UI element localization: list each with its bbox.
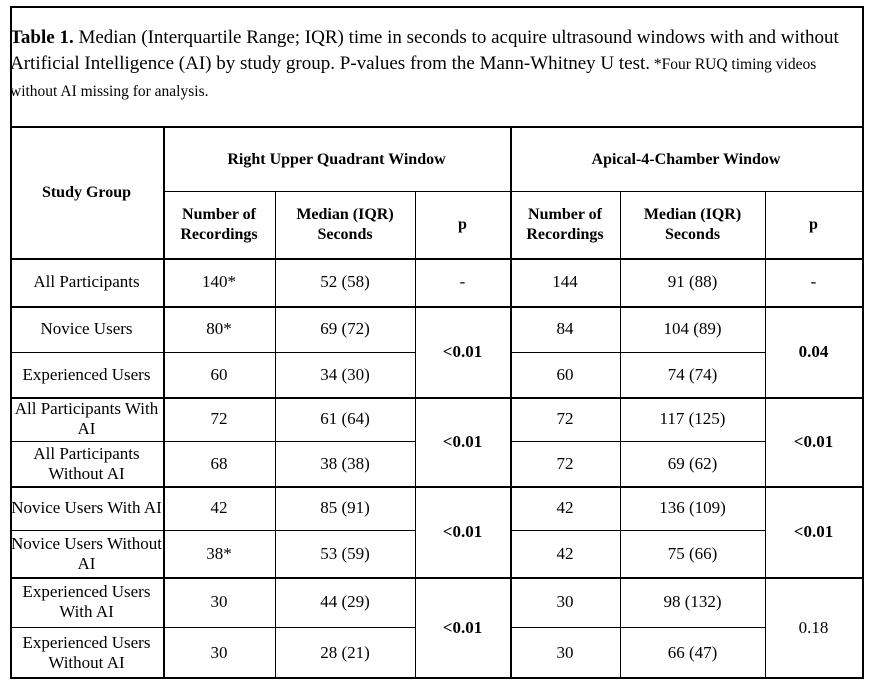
header-a4c-p-text: p [809,215,818,233]
a4c-n-cell [510,486,620,530]
ruq-p-value-text: <0.01 [442,617,483,637]
row-group-label [10,306,163,352]
ruq-median-cell-text: 38 (38) [320,453,370,473]
ruq-n-cell [163,441,275,486]
caption-label: Table 1. [10,27,74,48]
a4c-p-value [765,258,862,306]
header-study-group [10,128,163,258]
a4c-median-cell [620,441,765,486]
ruq-p-value [415,486,510,577]
header-ruq-window-text: Right Upper Quadrant Window [227,150,446,168]
row-group-label [10,441,163,486]
ruq-n-cell-text: 140* [202,272,236,291]
a4c-median-cell-text: 136 (109) [659,498,726,517]
ruq-n-cell [163,486,275,530]
a4c-n-cell [510,577,620,627]
a4c-p-value-text: - [810,272,817,291]
row-group-label [10,397,163,441]
a4c-n-cell [510,352,620,397]
header-ruq-median-iqr-text: Median (IQR) Seconds [296,205,394,243]
ruq-median-cell-text: 52 (58) [320,272,370,291]
a4c-median-cell-text: 66 (47) [667,642,718,662]
a4c-n-cell [510,306,620,352]
ruq-n-cell-text: 60 [210,364,228,384]
header-ruq-p-text: p [458,215,467,233]
header-ruq-window [163,128,510,191]
ruq-n-cell-text: 30 [210,642,228,662]
ruq-median-cell-text: 44 (29) [320,592,370,611]
ruq-median-cell [275,258,415,306]
ruq-median-cell [275,486,415,530]
a4c-median-cell-text: 98 (132) [663,592,722,611]
header-a4c-median-iqr [620,191,765,258]
a4c-median-cell-text: 91 (88) [667,272,718,291]
ruq-n-cell-text: 72 [210,409,228,428]
row-group-label [10,258,163,306]
row-group-label [10,627,163,678]
a4c-median-cell [620,530,765,577]
header-ruq-num-recordings [163,191,275,258]
row-group-label-text: All Participants Without AI [33,443,140,483]
row-group-label-text: Novice Users Without AI [10,533,163,573]
ruq-p-value [415,577,510,678]
ruq-median-cell-text: 69 (72) [320,319,370,338]
a4c-n-cell [510,441,620,486]
ruq-median-cell-text: 61 (64) [320,409,370,428]
ruq-n-cell-text: 30 [210,592,228,611]
caption-note: *Four RUQ timing videos without AI missing for analysis. [10,56,817,100]
ruq-median-cell [275,352,415,397]
ruq-median-cell [275,441,415,486]
header-a4c-median-iqr-text: Median (IQR) Seconds [643,205,742,243]
ruq-n-cell [163,577,275,627]
a4c-median-cell [620,306,765,352]
ruq-n-cell-text: 42 [210,498,228,517]
row-group-label [10,352,163,397]
ruq-n-cell-text: 38* [206,543,232,563]
table-caption [10,25,840,105]
ruq-n-cell [163,258,275,306]
row-group-label-text: All Participants [33,272,140,291]
ruq-p-value-text: <0.01 [442,431,483,451]
ruq-p-value-text: <0.01 [442,341,483,361]
ruq-median-cell [275,530,415,577]
a4c-median-cell-text: 75 (66) [667,543,718,563]
ruq-p-value [415,258,510,306]
a4c-p-value [765,486,862,577]
a4c-median-cell [620,352,765,397]
ruq-p-value [415,306,510,397]
caption-text: Median (Interquartile Range; IQR) time in seconds to acquire ultrasound windows with and without Artificial Intelligence (AI) by study group. P-values from the Mann-Whitney U test. [10,27,839,74]
a4c-n-cell-text: 42 [556,498,574,517]
a4c-n-cell [510,258,620,306]
ruq-n-cell [163,397,275,441]
ruq-median-cell [275,306,415,352]
ruq-p-value [415,397,510,486]
header-a4c-window-text: Apical-4-Chamber Window [591,150,781,168]
a4c-median-cell [620,486,765,530]
a4c-median-cell [620,397,765,441]
a4c-p-value-text: <0.01 [793,521,834,541]
header-a4c-p [765,191,862,258]
row-group-label-text: Experienced Users Without AI [22,632,151,672]
ruq-p-value-text: <0.01 [442,521,483,541]
a4c-p-value-text: <0.01 [793,431,834,451]
header-study-group-text: Study Group [41,184,132,201]
header-ruq-num-recordings-text: Number of Recordings [180,205,258,243]
ruq-median-cell [275,627,415,678]
row-group-label-text: All Participants With AI [14,399,159,438]
a4c-p-value-text: 0.18 [798,617,829,637]
ruq-n-cell-text: 80* [206,319,232,338]
row-group-label-text: Experienced Users [22,364,151,384]
header-ruq-median-iqr [275,191,415,258]
a4c-median-cell [620,258,765,306]
ruq-median-cell-text: 53 (59) [320,543,370,563]
a4c-p-value-text: 0.04 [798,341,829,361]
ruq-n-cell [163,306,275,352]
a4c-median-cell-text: 74 (74) [667,364,718,384]
header-a4c-window [510,128,862,191]
ruq-median-cell-text: 28 (21) [320,642,370,662]
row-group-label-text: Novice Users [40,319,133,338]
row-group-label [10,530,163,577]
a4c-median-cell-text: 69 (62) [667,453,718,473]
a4c-n-cell-text: 30 [556,642,574,662]
ruq-median-cell-text: 34 (30) [320,364,370,384]
a4c-median-cell [620,577,765,627]
ruq-p-value-text: - [459,272,466,291]
a4c-p-value [765,577,862,678]
ruq-n-cell [163,530,275,577]
a4c-n-cell [510,397,620,441]
a4c-n-cell-text: 42 [556,543,574,563]
a4c-n-cell-text: 72 [556,409,574,428]
row-group-label [10,486,163,530]
a4c-n-cell-text: 144 [552,272,578,291]
row-group-label [10,577,163,627]
row-group-label-text: Novice Users With AI [11,498,162,517]
a4c-n-cell-text: 30 [556,592,574,611]
ruq-median-cell [275,577,415,627]
a4c-median-cell-text: 104 (89) [663,319,722,338]
a4c-p-value [765,306,862,397]
a4c-median-cell [620,627,765,678]
a4c-median-cell-text: 117 (125) [659,409,726,428]
a4c-p-value [765,397,862,486]
row-group-label-text: Experienced Users With AI [22,582,151,621]
ruq-n-cell [163,627,275,678]
a4c-n-cell [510,627,620,678]
ruq-median-cell-text: 85 (91) [320,498,370,517]
header-a4c-num-recordings-text: Number of Recordings [526,205,604,243]
ruq-n-cell-text: 68 [210,453,228,473]
header-ruq-p [415,191,510,258]
a4c-n-cell-text: 84 [556,319,574,338]
ruq-median-cell [275,397,415,441]
a4c-n-cell-text: 72 [556,453,574,473]
header-a4c-num-recordings [510,191,620,258]
a4c-n-cell [510,530,620,577]
a4c-n-cell-text: 60 [556,364,574,384]
ruq-n-cell [163,352,275,397]
